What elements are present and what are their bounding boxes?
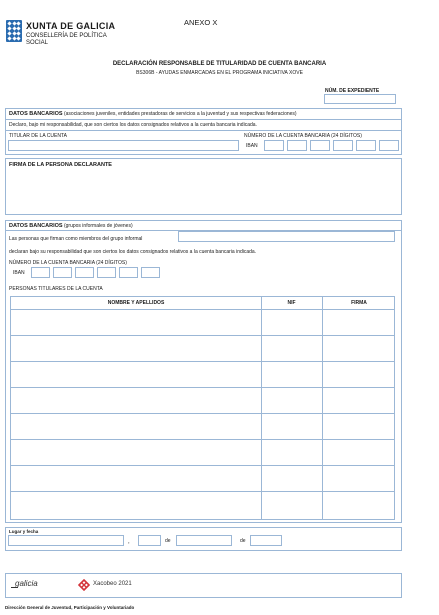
column-divider	[261, 297, 262, 519]
group-iban-digits-field[interactable]	[31, 267, 50, 278]
table-row[interactable]	[11, 439, 394, 440]
account-number-label: NÚMERO DE LA CUENTA BANCARIA (24 DÍGITOS)	[244, 133, 362, 139]
galicia-logo-text: galicia	[15, 579, 38, 588]
divider	[5, 119, 402, 120]
table-row[interactable]	[11, 335, 394, 336]
group-account-number-label: NÚMERO DE LA CUENTA BANCARIA (24 DÍGITOS)	[9, 260, 127, 266]
iban-digits-field[interactable]	[264, 140, 284, 151]
column-header-signature: FIRMA	[351, 300, 367, 306]
group-name-field[interactable]	[178, 231, 395, 242]
column-divider	[322, 297, 323, 519]
section2-subtitle: (grupos informales de jóvenes)	[63, 223, 133, 229]
account-block-field[interactable]	[379, 140, 399, 151]
section2-title: DATOS BANCARIOS	[9, 223, 63, 229]
expediente-field[interactable]	[324, 94, 396, 104]
section1-declaration: Declaro, bajo mi responsabilidad, que son ciertos los datos consignados relativos a la cuenta bancaria indicada.	[9, 122, 257, 128]
month-field[interactable]	[176, 535, 232, 546]
group-account-block-field[interactable]	[75, 267, 94, 278]
holder-label: TITULAR DE LA CUENTA	[9, 133, 67, 139]
document-subtitle: BS306B - AYUDAS ENMARCADAS EN EL PROGRAMA INICIATIVA XOVE	[136, 70, 303, 76]
xunta-logo-icon	[6, 20, 22, 42]
year-field[interactable]	[250, 535, 282, 546]
de-separator-2: de	[240, 538, 246, 544]
holder-name-field[interactable]	[8, 140, 239, 151]
section1-title: DATOS BANCARIOS	[9, 111, 63, 117]
place-field[interactable]	[8, 535, 124, 546]
xacobeo-shell-icon	[78, 579, 90, 591]
section1-heading	[9, 111, 297, 118]
group-declaration-text: declaran bajo su responsabilidad que son ciertos los datos consignados relativos a la cuenta bancaria indicada.	[9, 249, 257, 255]
section2-heading	[9, 223, 133, 230]
expediente-label: NÚM. DE EXPEDIENTE	[325, 88, 380, 94]
footer-logos-box	[5, 573, 402, 598]
group-account-block-field[interactable]	[141, 267, 160, 278]
signature-label: FIRMA DE LA PERSONA DECLARANTE	[9, 162, 112, 168]
de-separator-1: de	[165, 538, 171, 544]
dept-line-2: SOCIAL	[26, 40, 49, 46]
table-row[interactable]	[11, 491, 394, 492]
account-holders-label: PERSONAS TITULARES DE LA CUENTA	[9, 286, 103, 292]
divider	[5, 130, 402, 131]
org-name: XUNTA DE GALICIA	[26, 21, 116, 31]
comma-separator: ,	[128, 539, 130, 545]
table-row[interactable]	[11, 361, 394, 362]
column-header-nif: NIF	[287, 300, 296, 306]
group-account-block-field[interactable]	[119, 267, 138, 278]
account-block-field[interactable]	[310, 140, 330, 151]
group-iban-label: IBAN	[13, 270, 25, 276]
group-members-text: Las personas que firman como miembros del grupo informal	[9, 236, 143, 242]
direction-footer-text: Dirección General de Juventud, Participación y Voluntariado	[5, 605, 135, 610]
group-account-block-field[interactable]	[97, 267, 116, 278]
group-account-block-field[interactable]	[53, 267, 72, 278]
account-holders-table	[10, 296, 395, 520]
xacobeo-logo-text: Xacobeo 2021	[93, 581, 132, 587]
annex-label: ANEXO X	[184, 18, 218, 27]
galicia-logo	[10, 578, 50, 592]
dept-line-1: CONSELLERÍA DE POLÍTICA	[26, 33, 107, 39]
column-header-name: NOMBRE Y APELLIDOS	[107, 300, 165, 306]
table-row[interactable]	[11, 413, 394, 414]
day-field[interactable]	[138, 535, 161, 546]
account-block-field[interactable]	[287, 140, 307, 151]
xacobeo-logo	[78, 578, 148, 592]
account-block-field[interactable]	[356, 140, 376, 151]
section1-subtitle: (asociaciones juveniles, entidades prestadoras de servicios a la juventud y sus respectivas federaciones)	[63, 111, 297, 117]
iban-label: IBAN	[246, 143, 258, 149]
table-row[interactable]	[11, 465, 394, 466]
document-title: DECLARACIÓN RESPONSABLE DE TITULARIDAD DE CUENTA BANCARIA	[112, 61, 327, 67]
account-block-field[interactable]	[333, 140, 353, 151]
table-row[interactable]	[11, 387, 394, 388]
place-date-label: Lugar y fecha	[9, 529, 39, 534]
